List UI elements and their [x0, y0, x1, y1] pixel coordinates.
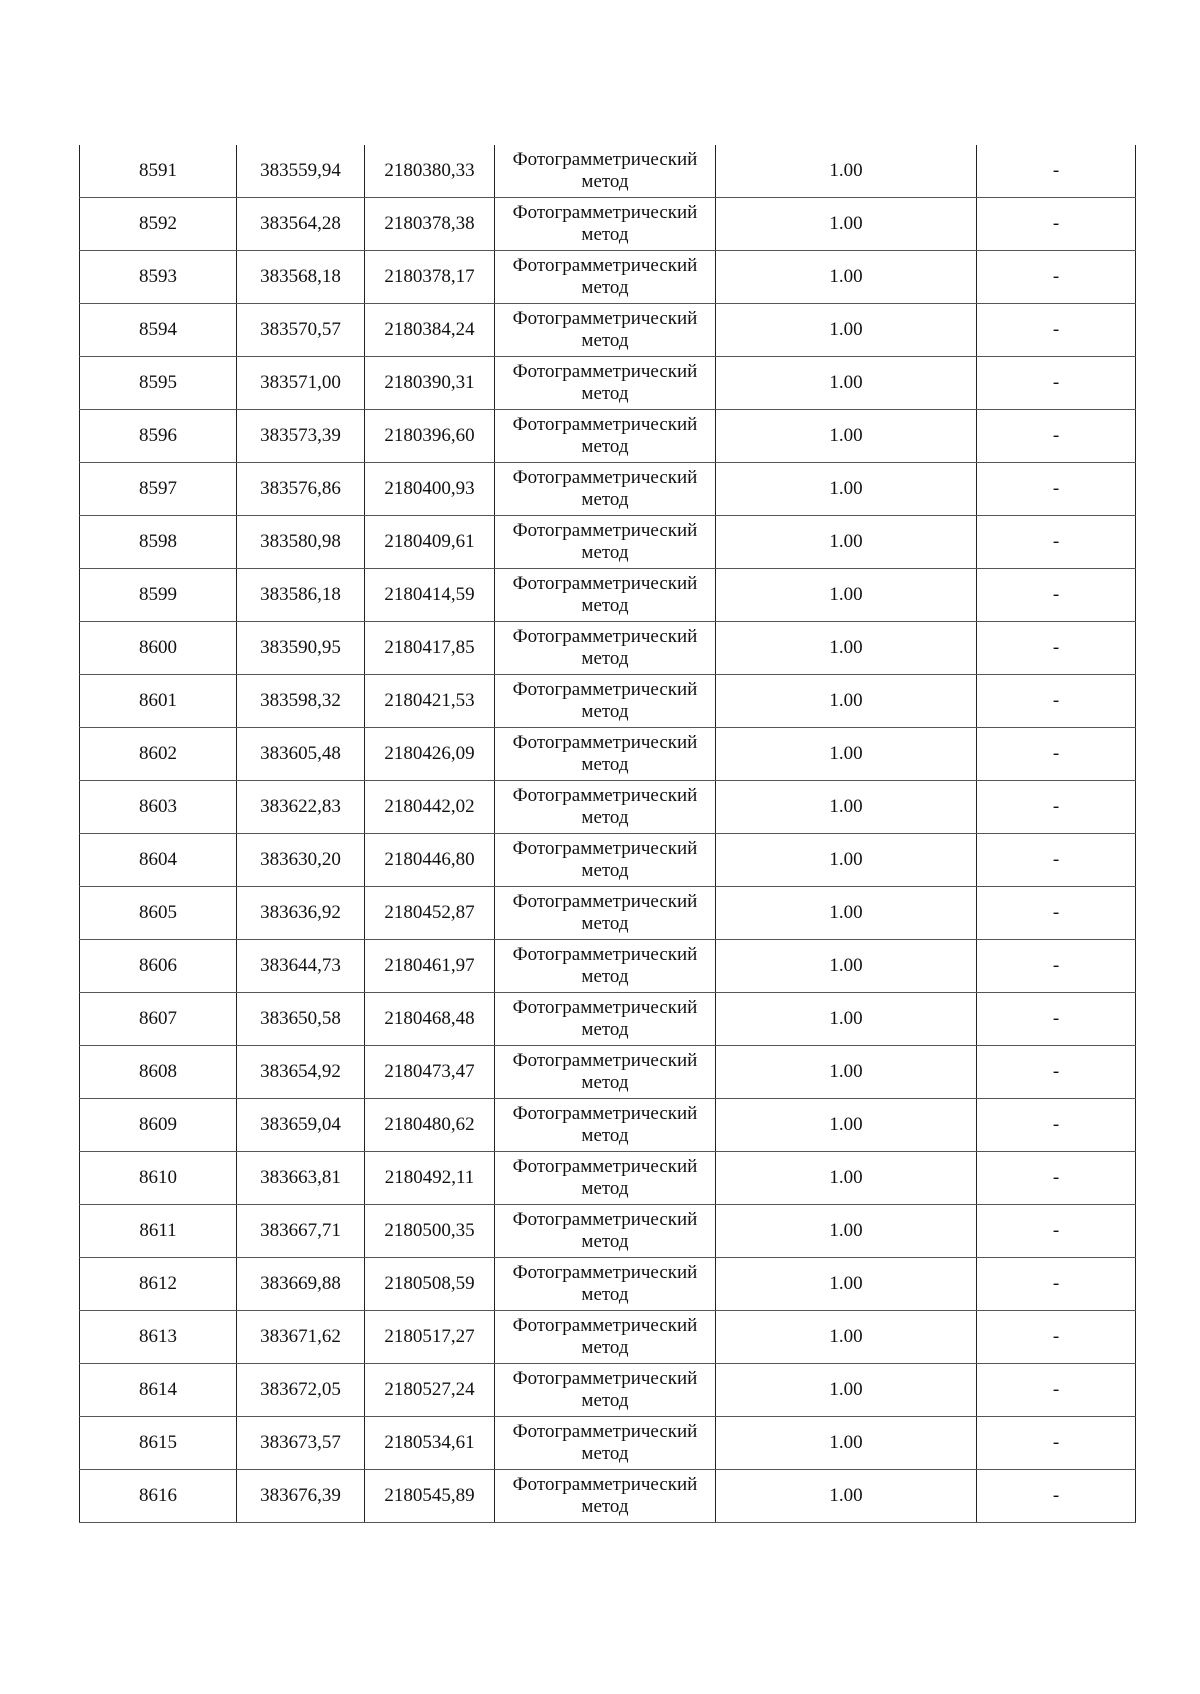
x-coordinate-cell: 383663,81 [237, 1152, 365, 1205]
table-row [80, 675, 1136, 728]
method-cell: Фотограмметрический метод [495, 675, 716, 728]
method-cell: Фотограмметрический метод [495, 463, 716, 516]
accuracy-cell: 1.00 [716, 410, 977, 463]
note-cell: - [977, 887, 1136, 940]
point-number-cell: 8608 [80, 1046, 237, 1099]
accuracy-cell: 1.00 [716, 781, 977, 834]
note-cell: - [977, 728, 1136, 781]
point-number-cell: 8591 [80, 145, 237, 198]
note-cell: - [977, 463, 1136, 516]
y-coordinate-cell: 2180380,33 [365, 145, 495, 198]
x-coordinate-cell: 383669,88 [237, 1258, 365, 1311]
method-cell: Фотограмметрический метод [495, 728, 716, 781]
accuracy-cell: 1.00 [716, 304, 977, 357]
method-cell: Фотограмметрический метод [495, 357, 716, 410]
accuracy-cell: 1.00 [716, 940, 977, 993]
accuracy-cell: 1.00 [716, 145, 977, 198]
note-cell: - [977, 940, 1136, 993]
accuracy-cell: 1.00 [716, 1364, 977, 1417]
table-row [80, 251, 1136, 304]
note-cell: - [977, 1258, 1136, 1311]
accuracy-cell: 1.00 [716, 251, 977, 304]
point-number-cell: 8598 [80, 516, 237, 569]
method-cell: Фотограмметрический метод [495, 1205, 716, 1258]
method-cell: Фотограмметрический метод [495, 516, 716, 569]
table-row [80, 463, 1136, 516]
accuracy-cell: 1.00 [716, 834, 977, 887]
point-number-cell: 8611 [80, 1205, 237, 1258]
method-cell: Фотограмметрический метод [495, 1417, 716, 1470]
accuracy-cell: 1.00 [716, 198, 977, 251]
point-number-cell: 8602 [80, 728, 237, 781]
y-coordinate-cell: 2180492,11 [365, 1152, 495, 1205]
x-coordinate-cell: 383598,32 [237, 675, 365, 728]
point-number-cell: 8609 [80, 1099, 237, 1152]
table-row [80, 1152, 1136, 1205]
method-cell: Фотограмметрический метод [495, 145, 716, 198]
note-cell: - [977, 304, 1136, 357]
point-number-cell: 8593 [80, 251, 237, 304]
accuracy-cell: 1.00 [716, 1099, 977, 1152]
accuracy-cell: 1.00 [716, 887, 977, 940]
method-cell: Фотограмметрический метод [495, 781, 716, 834]
accuracy-cell: 1.00 [716, 728, 977, 781]
y-coordinate-cell: 2180384,24 [365, 304, 495, 357]
accuracy-cell: 1.00 [716, 993, 977, 1046]
y-coordinate-cell: 2180378,17 [365, 251, 495, 304]
method-cell: Фотограмметрический метод [495, 622, 716, 675]
y-coordinate-cell: 2180400,93 [365, 463, 495, 516]
y-coordinate-cell: 2180468,48 [365, 993, 495, 1046]
method-cell: Фотограмметрический метод [495, 1152, 716, 1205]
y-coordinate-cell: 2180390,31 [365, 357, 495, 410]
accuracy-cell: 1.00 [716, 1470, 977, 1523]
method-cell: Фотограмметрический метод [495, 1046, 716, 1099]
x-coordinate-cell: 383650,58 [237, 993, 365, 1046]
note-cell: - [977, 198, 1136, 251]
x-coordinate-cell: 383571,00 [237, 357, 365, 410]
point-number-cell: 8607 [80, 993, 237, 1046]
point-number-cell: 8615 [80, 1417, 237, 1470]
point-number-cell: 8601 [80, 675, 237, 728]
note-cell: - [977, 993, 1136, 1046]
point-number-cell: 8610 [80, 1152, 237, 1205]
y-coordinate-cell: 2180534,61 [365, 1417, 495, 1470]
method-cell: Фотограмметрический метод [495, 198, 716, 251]
x-coordinate-cell: 383564,28 [237, 198, 365, 251]
point-number-cell: 8592 [80, 198, 237, 251]
table-row [80, 887, 1136, 940]
x-coordinate-cell: 383570,57 [237, 304, 365, 357]
table-row [80, 145, 1136, 198]
x-coordinate-cell: 383676,39 [237, 1470, 365, 1523]
x-coordinate-cell: 383630,20 [237, 834, 365, 887]
accuracy-cell: 1.00 [716, 1046, 977, 1099]
x-coordinate-cell: 383636,92 [237, 887, 365, 940]
table-row [80, 728, 1136, 781]
y-coordinate-cell: 2180500,35 [365, 1205, 495, 1258]
y-coordinate-cell: 2180527,24 [365, 1364, 495, 1417]
note-cell: - [977, 781, 1136, 834]
x-coordinate-cell: 383671,62 [237, 1311, 365, 1364]
method-cell: Фотограмметрический метод [495, 251, 716, 304]
x-coordinate-cell: 383667,71 [237, 1205, 365, 1258]
y-coordinate-cell: 2180414,59 [365, 569, 495, 622]
table-row [80, 1364, 1136, 1417]
y-coordinate-cell: 2180508,59 [365, 1258, 495, 1311]
y-coordinate-cell: 2180426,09 [365, 728, 495, 781]
x-coordinate-cell: 383654,92 [237, 1046, 365, 1099]
method-cell: Фотограмметрический метод [495, 304, 716, 357]
accuracy-cell: 1.00 [716, 1258, 977, 1311]
method-cell: Фотограмметрический метод [495, 834, 716, 887]
coordinates-table [79, 145, 1136, 1523]
y-coordinate-cell: 2180461,97 [365, 940, 495, 993]
method-cell: Фотограмметрический метод [495, 993, 716, 1046]
note-cell: - [977, 410, 1136, 463]
accuracy-cell: 1.00 [716, 622, 977, 675]
note-cell: - [977, 834, 1136, 887]
method-cell: Фотограмметрический метод [495, 887, 716, 940]
note-cell: - [977, 516, 1136, 569]
method-cell: Фотограмметрический метод [495, 1364, 716, 1417]
x-coordinate-cell: 383659,04 [237, 1099, 365, 1152]
note-cell: - [977, 145, 1136, 198]
point-number-cell: 8605 [80, 887, 237, 940]
table-row [80, 304, 1136, 357]
table-row [80, 834, 1136, 887]
point-number-cell: 8606 [80, 940, 237, 993]
table-row [80, 410, 1136, 463]
note-cell: - [977, 1364, 1136, 1417]
point-number-cell: 8614 [80, 1364, 237, 1417]
method-cell: Фотограмметрический метод [495, 1099, 716, 1152]
table-row [80, 1258, 1136, 1311]
note-cell: - [977, 1205, 1136, 1258]
x-coordinate-cell: 383573,39 [237, 410, 365, 463]
y-coordinate-cell: 2180517,27 [365, 1311, 495, 1364]
note-cell: - [977, 1311, 1136, 1364]
accuracy-cell: 1.00 [716, 569, 977, 622]
method-cell: Фотограмметрический метод [495, 569, 716, 622]
method-cell: Фотограмметрический метод [495, 940, 716, 993]
y-coordinate-cell: 2180452,87 [365, 887, 495, 940]
point-number-cell: 8594 [80, 304, 237, 357]
x-coordinate-cell: 383559,94 [237, 145, 365, 198]
point-number-cell: 8595 [80, 357, 237, 410]
accuracy-cell: 1.00 [716, 516, 977, 569]
point-number-cell: 8603 [80, 781, 237, 834]
accuracy-cell: 1.00 [716, 1311, 977, 1364]
table-row [80, 781, 1136, 834]
note-cell: - [977, 357, 1136, 410]
point-number-cell: 8597 [80, 463, 237, 516]
y-coordinate-cell: 2180409,61 [365, 516, 495, 569]
table-row [80, 993, 1136, 1046]
x-coordinate-cell: 383580,98 [237, 516, 365, 569]
accuracy-cell: 1.00 [716, 1205, 977, 1258]
method-cell: Фотограмметрический метод [495, 1311, 716, 1364]
note-cell: - [977, 569, 1136, 622]
accuracy-cell: 1.00 [716, 675, 977, 728]
method-cell: Фотограмметрический метод [495, 410, 716, 463]
y-coordinate-cell: 2180396,60 [365, 410, 495, 463]
point-number-cell: 8599 [80, 569, 237, 622]
accuracy-cell: 1.00 [716, 1152, 977, 1205]
y-coordinate-cell: 2180378,38 [365, 198, 495, 251]
table-row [80, 1046, 1136, 1099]
x-coordinate-cell: 383586,18 [237, 569, 365, 622]
x-coordinate-cell: 383605,48 [237, 728, 365, 781]
note-cell: - [977, 675, 1136, 728]
method-cell: Фотограмметрический метод [495, 1258, 716, 1311]
point-number-cell: 8600 [80, 622, 237, 675]
table-row [80, 516, 1136, 569]
method-cell: Фотограмметрический метод [495, 1470, 716, 1523]
x-coordinate-cell: 383644,73 [237, 940, 365, 993]
table-row [80, 940, 1136, 993]
x-coordinate-cell: 383590,95 [237, 622, 365, 675]
y-coordinate-cell: 2180417,85 [365, 622, 495, 675]
x-coordinate-cell: 383622,83 [237, 781, 365, 834]
point-number-cell: 8616 [80, 1470, 237, 1523]
accuracy-cell: 1.00 [716, 1417, 977, 1470]
table-row [80, 1099, 1136, 1152]
y-coordinate-cell: 2180473,47 [365, 1046, 495, 1099]
x-coordinate-cell: 383576,86 [237, 463, 365, 516]
table-body [80, 145, 1136, 1523]
note-cell: - [977, 1470, 1136, 1523]
x-coordinate-cell: 383672,05 [237, 1364, 365, 1417]
note-cell: - [977, 622, 1136, 675]
note-cell: - [977, 1152, 1136, 1205]
table-row [80, 1311, 1136, 1364]
table-row [80, 1417, 1136, 1470]
point-number-cell: 8613 [80, 1311, 237, 1364]
table-row [80, 1205, 1136, 1258]
y-coordinate-cell: 2180545,89 [365, 1470, 495, 1523]
x-coordinate-cell: 383673,57 [237, 1417, 365, 1470]
note-cell: - [977, 1099, 1136, 1152]
y-coordinate-cell: 2180480,62 [365, 1099, 495, 1152]
table-row [80, 569, 1136, 622]
accuracy-cell: 1.00 [716, 357, 977, 410]
note-cell: - [977, 251, 1136, 304]
point-number-cell: 8604 [80, 834, 237, 887]
x-coordinate-cell: 383568,18 [237, 251, 365, 304]
table-row [80, 198, 1136, 251]
accuracy-cell: 1.00 [716, 463, 977, 516]
note-cell: - [977, 1417, 1136, 1470]
y-coordinate-cell: 2180442,02 [365, 781, 495, 834]
table-row [80, 357, 1136, 410]
point-number-cell: 8612 [80, 1258, 237, 1311]
point-number-cell: 8596 [80, 410, 237, 463]
y-coordinate-cell: 2180421,53 [365, 675, 495, 728]
y-coordinate-cell: 2180446,80 [365, 834, 495, 887]
note-cell: - [977, 1046, 1136, 1099]
table-row [80, 622, 1136, 675]
table-row [80, 1470, 1136, 1523]
